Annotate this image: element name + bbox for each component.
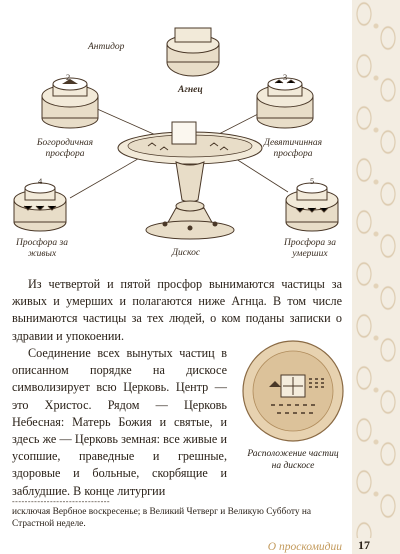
footnote-rule: ------------------------------- xyxy=(12,497,111,506)
antidor-bread xyxy=(167,28,219,76)
paragraph-particles: Из четвертой и пятой просфор вынимаются частицы за живых и умерших и полагаются ниже Агнца. В том числе вынимаются частицы за тех людей, о ком поданы записки о здравии и упокоении. xyxy=(12,277,342,343)
number-5: 5 xyxy=(310,176,315,186)
umershikh-prosphora xyxy=(286,183,338,231)
diskos-label: Дискос xyxy=(172,248,201,258)
agnets-label: Агнец xyxy=(178,85,203,95)
footnote-text: исключая Вербное воскресенье; в Великий Четверг и Великую Субботу на Страстной неделе. xyxy=(12,507,312,529)
bogorodichnaya-prosphora xyxy=(42,78,98,128)
page-number: 17 xyxy=(358,538,370,552)
paragraph-church: Соединение всех вынутых частиц в описанном порядке на дискосе символизирует всю Церковь. Центр — это Христос. Рядом — Церковь Небесная: Матерь Божия и святые, и здесь же — Церковь земная: все живые и усопшие, праведные и грешные, здоровые и больные, скорбящие и заблудшие. В конце литургии xyxy=(12,346,227,498)
running-title: О проскомидии xyxy=(267,541,342,553)
paten-arrangement-image xyxy=(241,339,345,443)
devyatichinnaya-prosphora xyxy=(257,78,313,128)
antidor-label: Антидор xyxy=(88,42,125,52)
decorative-border xyxy=(352,0,400,538)
number-2: 2 xyxy=(66,72,71,82)
number-4: 4 xyxy=(38,176,43,186)
paten-caption: Расположение частиц на дискосе xyxy=(247,449,339,471)
prosphora-illustration xyxy=(0,0,352,268)
diskos-paten xyxy=(118,122,262,239)
umershikh-label: Просфора за умерших xyxy=(283,238,337,259)
prosphora-diagram xyxy=(0,0,352,268)
zhivykh-prosphora xyxy=(14,183,66,231)
bogorodichnaya-label: Богородичная просфора xyxy=(36,138,94,159)
zhivykh-label: Просфора за живых xyxy=(15,238,69,259)
devyatichinnaya-label: Девятичинная просфора xyxy=(263,138,323,159)
number-3: 3 xyxy=(283,72,288,82)
running-footer xyxy=(0,538,400,554)
